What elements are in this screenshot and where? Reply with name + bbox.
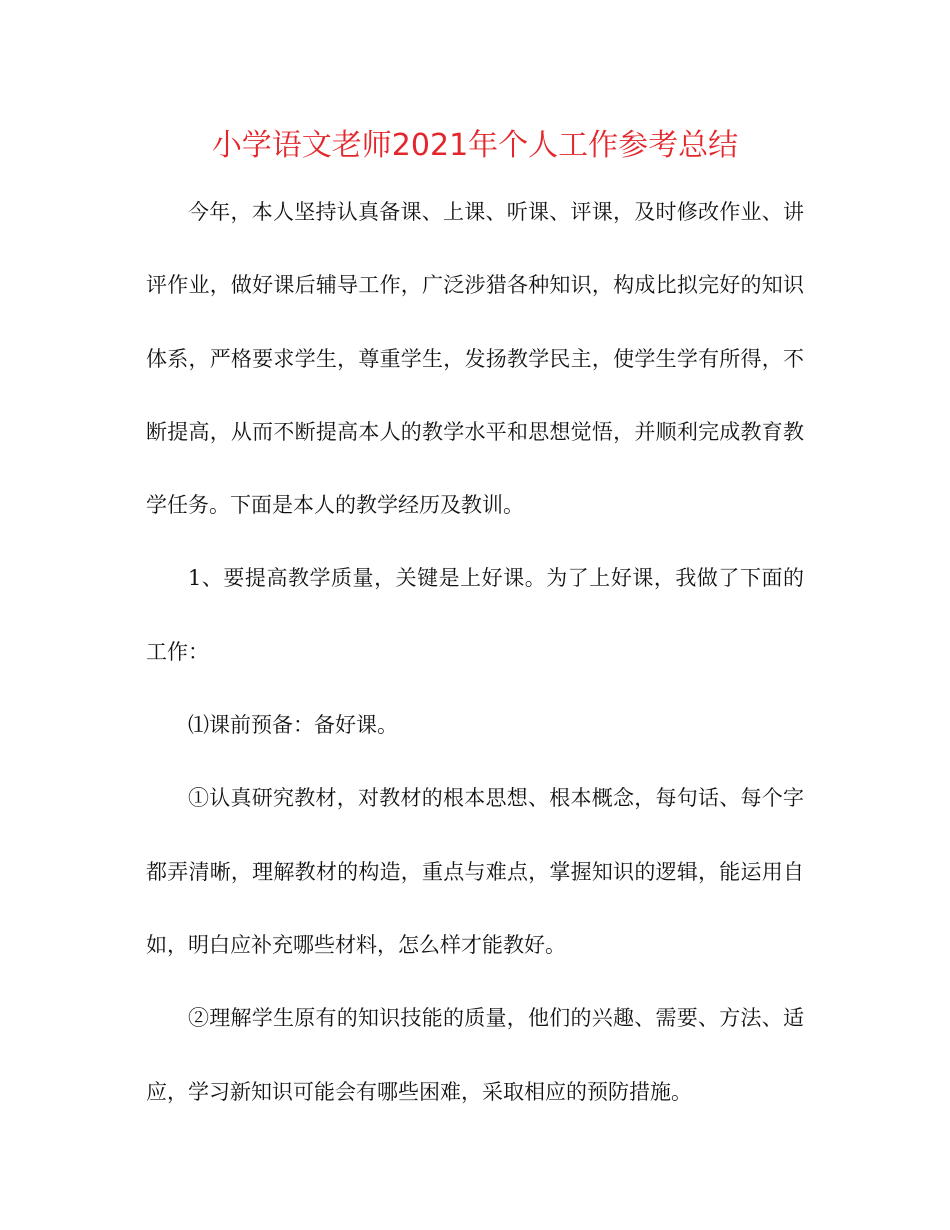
paragraph-point-1: 1、要提高教学质量，关键是上好课。为了上好课，我做了下面的工作： [146,566,804,664]
document-body [146,176,804,1129]
document-title: 小学语文老师2021年个人工作参考总结 [211,128,739,163]
paragraph-item-2: ②理解学生原有的知识技能的质量，他们的兴趣、需要、方法、适应，学习新知识可能会有哪些困难，采取相应的预防措施。 [146,1006,804,1104]
paragraph-intro: 今年，本人坚持认真备课、上课、听课、评课，及时修改作业、讲评作业，做好课后辅导工作，广泛涉猎各种知识，构成比拟完好的知识体系，严格要求学生，尊重学生，发扬教学民主，使学生学有所得，不断提高，从而不断提高本人的教学水平和思想觉悟，并顺利完成教育教学任务。下面是本人的教学经历及教训。 [146,200,804,518]
paragraph-subheading-1: ⑴课前预备：备好课。 [188,713,398,738]
paragraph-item-1: ①认真研究教材，对教材的根本思想、根本概念，每句话、每个字都弄清晰，理解教材的构造，重点与难点，掌握知识的逻辑，能运用自如，明白应补充哪些材料，怎么样才能教好。 [146,786,804,957]
